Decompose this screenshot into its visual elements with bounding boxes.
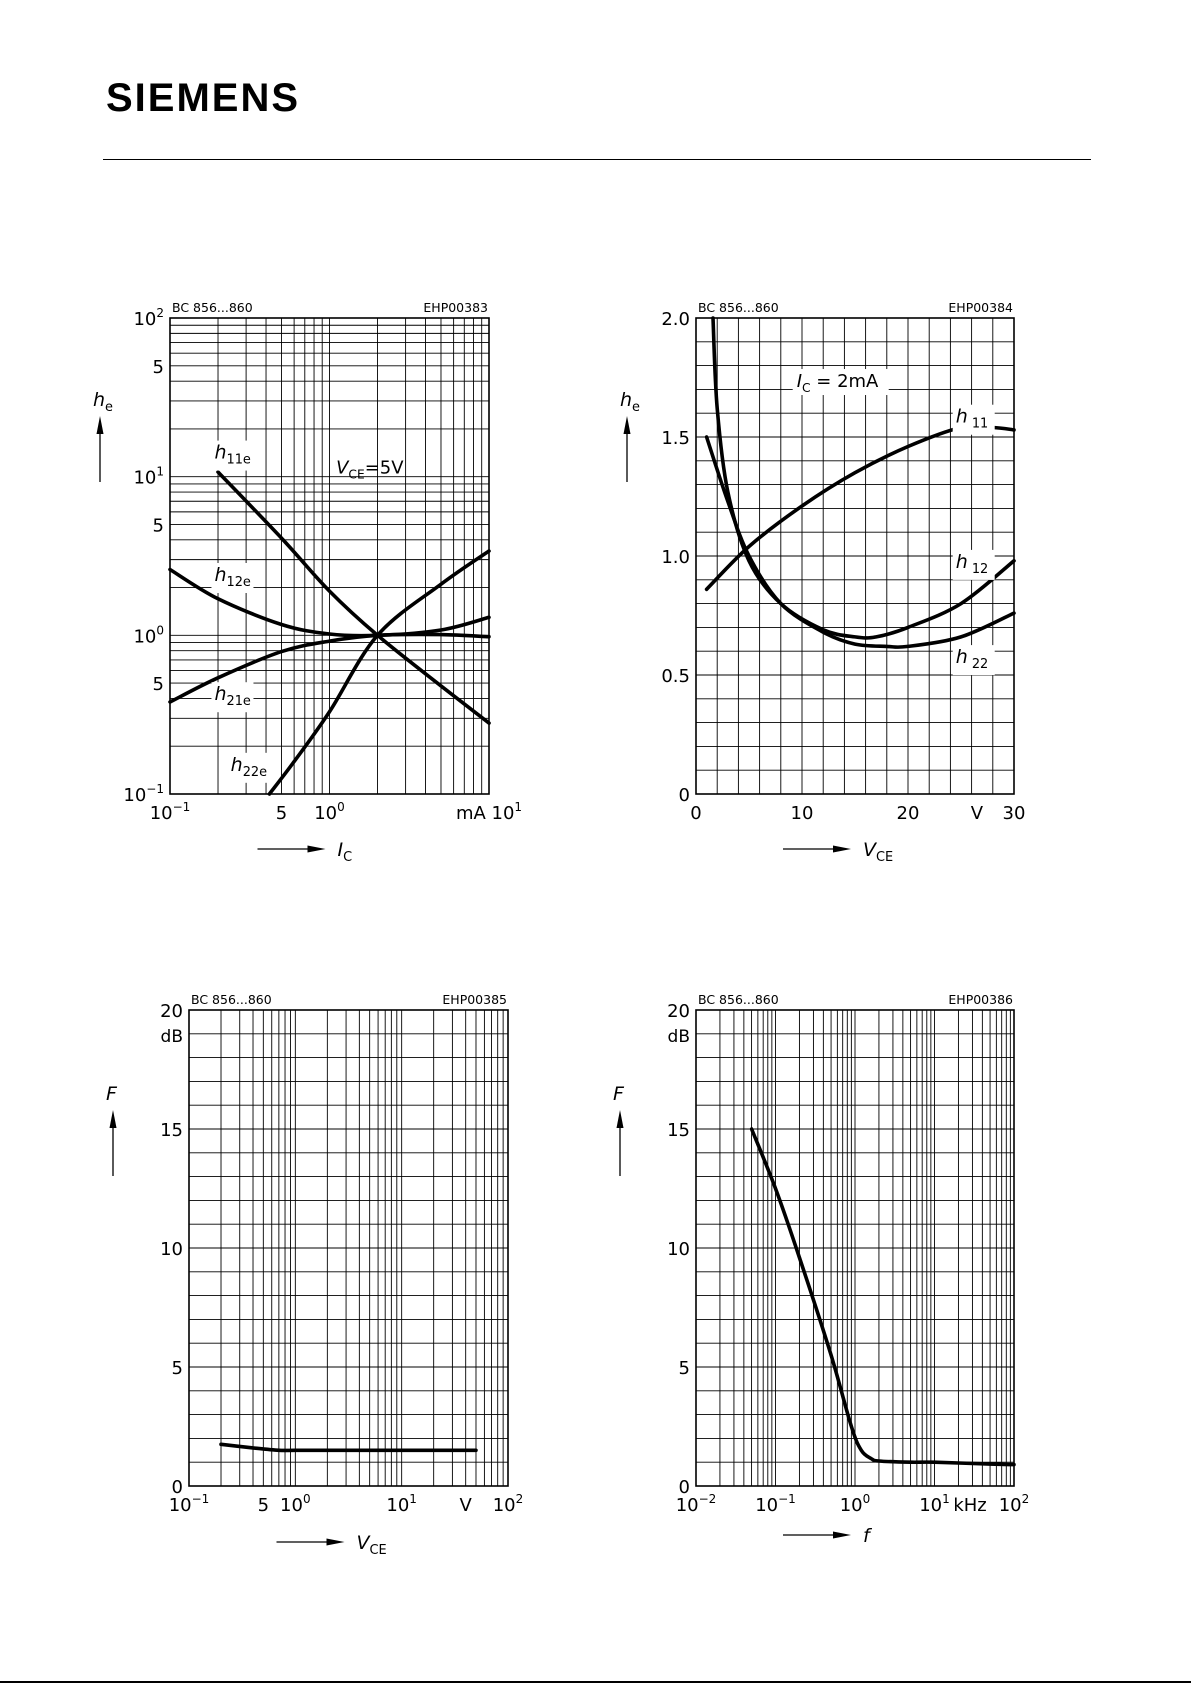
x-tick-label: V: [970, 803, 984, 824]
x-tick-label: $10^2$: [998, 1492, 1030, 1516]
y-tick-label: $10^{-1}$: [123, 782, 164, 806]
condition-annotation: $I_C = 2mA$: [796, 371, 879, 396]
x-axis-label: $I_C$: [337, 839, 353, 865]
diagram-code: EHP00385: [442, 992, 507, 1007]
x-tick-label: 0: [690, 803, 702, 824]
x-tick-label: $10^{-1}$: [168, 1492, 210, 1516]
grid: [696, 1010, 1014, 1486]
y-tick-label: 15: [160, 1120, 183, 1141]
series-label-h21e: $h_{21e}$: [214, 683, 251, 710]
y-tick-label: 2.0: [661, 309, 690, 330]
x-tick-label: $10^2$: [492, 1492, 524, 1516]
y-tick-label: $10^2$: [133, 306, 164, 330]
x-tick-label: $10^0$: [314, 800, 345, 824]
y-unit-label: dB: [667, 1027, 690, 1047]
part-number: BC 856...860: [698, 992, 779, 1007]
x-axis-label: f: [863, 1525, 870, 1547]
x-tick-label: mA $10^1$: [455, 800, 523, 824]
y-tick-label: 20: [667, 1001, 690, 1022]
x-tick-label: 20: [896, 803, 920, 824]
diagram-code: EHP00384: [948, 300, 1013, 315]
x-axis-label: $V_{CE}$: [356, 1532, 387, 1558]
part-number: BC 856...860: [698, 300, 779, 315]
x-tick-label: $10^{-1}$: [149, 800, 191, 824]
x-tick-label: 10: [790, 803, 814, 824]
diagram-code: EHP00386: [948, 992, 1013, 1007]
series-label-h11: h $_{11}$: [955, 405, 989, 432]
y-tick-label: 10: [160, 1239, 183, 1260]
x-tick-label: $10^0$: [839, 1492, 871, 1516]
y-tick-label: 5: [152, 356, 164, 378]
series-label-h12e: $h_{12e}$: [214, 564, 251, 591]
footer-rule: [0, 1681, 1191, 1683]
y-axis-arrowhead: [617, 1110, 624, 1128]
y-tick-label: 0: [678, 1477, 690, 1498]
y-axis-label: F: [613, 1083, 624, 1105]
y-tick-label: 5: [152, 674, 164, 696]
y-tick-label: 10: [667, 1239, 690, 1260]
condition-annotation: $V_{CE}=5V$: [336, 457, 404, 482]
siemens-logo: SIEMENS: [106, 76, 301, 120]
y-tick-label: 1.0: [661, 547, 690, 568]
y-tick-label: $10^0$: [133, 623, 164, 648]
diagram-code: EHP00383: [423, 300, 488, 315]
y-tick-label: 5: [171, 1358, 183, 1379]
y-tick-label: 5: [152, 515, 164, 537]
x-axis-arrowhead: [833, 1532, 851, 1539]
part-number: BC 856...860: [172, 300, 253, 315]
y-tick-label: $10^1$: [133, 464, 164, 489]
y-axis-label: $h_e$: [93, 389, 113, 415]
y-tick-label: 20: [160, 1001, 183, 1022]
x-axis-label: $V_{CE}$: [863, 839, 894, 865]
series-label-h12: h $_{12}$: [955, 550, 989, 577]
y-axis-label: F: [106, 1083, 117, 1105]
x-tick-label: 5: [275, 803, 288, 824]
y-tick-label: 0: [678, 785, 690, 806]
part-number: BC 856...860: [191, 992, 272, 1007]
y-tick-label: 1.5: [661, 428, 690, 449]
x-tick-label: kHz: [953, 1495, 987, 1516]
y-tick-label: 5: [678, 1358, 690, 1379]
y-tick-label: 15: [667, 1120, 690, 1141]
y-tick-label: 0.5: [661, 666, 690, 687]
x-tick-label: V: [459, 1495, 472, 1516]
series-label-h22: h $_{22}$: [955, 646, 989, 673]
series-label-h11e: $h_{11e}$: [214, 441, 251, 468]
x-tick-label: 30: [1002, 803, 1026, 824]
x-tick-label: $10^1$: [386, 1492, 417, 1516]
x-tick-label: $10^0$: [280, 1492, 311, 1516]
x-tick-label: $10^{-1}$: [755, 1492, 796, 1516]
y-axis-label: $h_e$: [620, 389, 640, 415]
y-unit-label: dB: [160, 1027, 183, 1047]
series-label-h22e: $h_{22e}$: [230, 753, 268, 780]
x-tick-label: $10^{-2}$: [675, 1492, 717, 1516]
x-tick-label: 5: [257, 1495, 270, 1516]
y-tick-label: 0: [171, 1477, 183, 1498]
x-tick-label: $10^1$: [919, 1492, 950, 1516]
